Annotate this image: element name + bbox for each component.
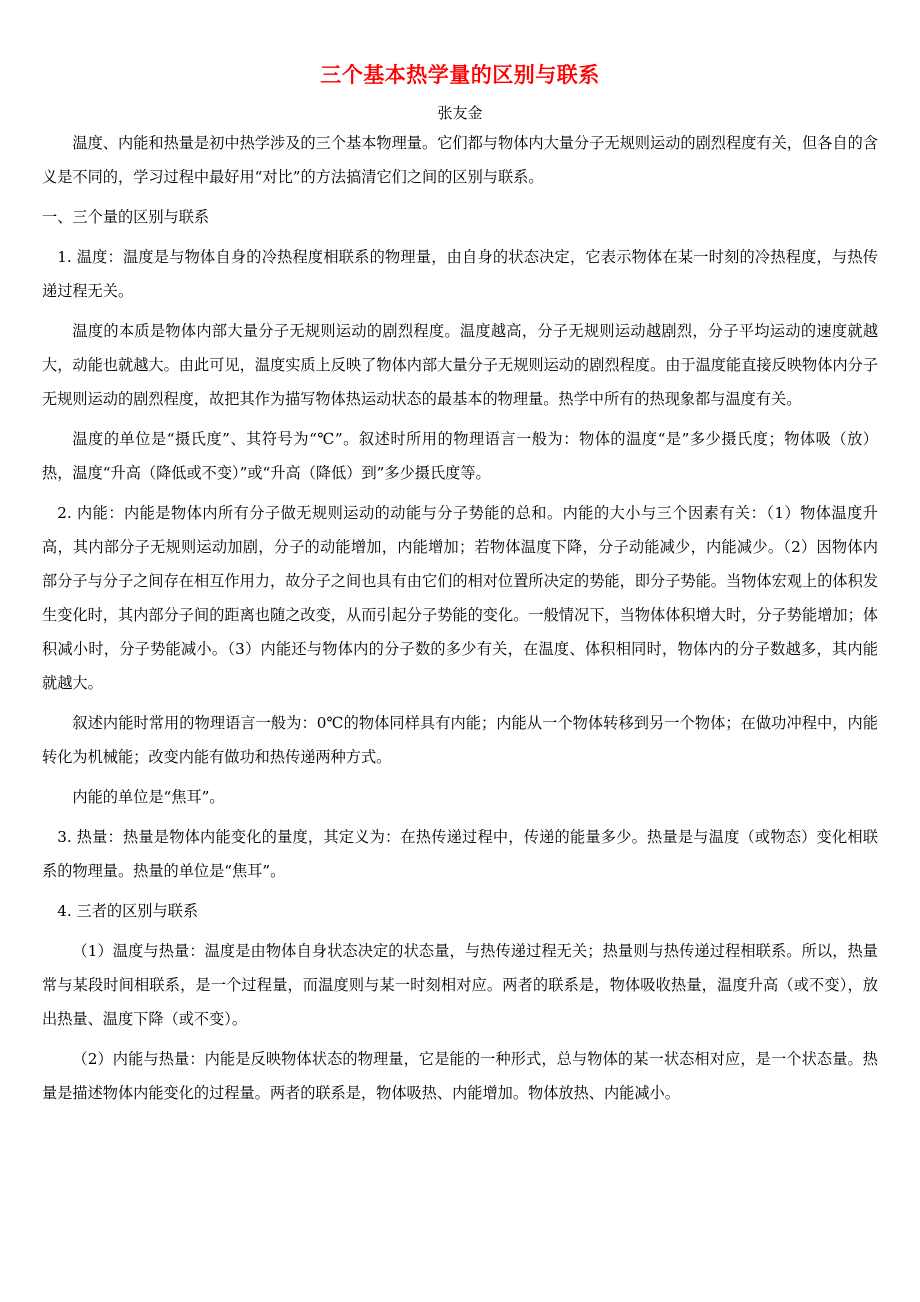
relation-temperature-heat: （1）温度与热量：温度是由物体自身状态决定的状态量，与热传递过程无关；热量则与热传递过程相联系。所以，热量常与某段时间相联系，是一个过程量，而温度则与某一时刻相对应。两者的联系是，物体吸收热量，温度升高（或不变），放出热量、温度下降（或不变）。 [42, 942, 878, 1028]
internal-energy-unit-paragraph: 内能的单位是“焦耳”。 [72, 788, 225, 806]
item-heat: 3. 热量：热量是物体内能变化的量度，其定义为：在热传递过程中，传递的能量多少。热量是与温度（或物态）变化相联系的物理量。热量的单位是“焦耳”。 [42, 828, 878, 880]
item-temperature: 1. 温度：温度是与物体自身的冷热程度相联系的物理量，由自身的状态决定，它表示物体在某一时刻的冷热程度，与热传递过程无关。 [42, 248, 878, 300]
section-heading-1: 一、三个量的区别与联系 [42, 208, 210, 226]
temperature-unit-paragraph: 温度的单位是“摄氏度”、其符号为“℃”。叙述时所用的物理语言一般为：物体的温度“是”多少摄氏度；物体吸（放）热，温度“升高（降低或不变）”或“升高（降低）到”多少摄氏度等。 [42, 430, 878, 482]
document-body [42, 126, 878, 1116]
temperature-nature-paragraph: 温度的本质是物体内部大量分子无规则运动的剧烈程度。温度越高，分子无规则运动越剧烈，分子平均运动的速度就越大，动能也就越大。由此可见，温度实质上反映了物体内部大量分子无规则运动的剧烈程度。由于温度能直接反映物体内分子无规则运动的剧烈程度，故把其作为描写物体热运动状态的最基本的物理量。热学中所有的热现象都与温度有关。 [42, 322, 878, 408]
item-relations-heading: 4. 三者的区别与联系 [57, 902, 199, 920]
document-author: 张友金 [437, 104, 483, 122]
internal-energy-language-paragraph: 叙述内能时常用的物理语言一般为：0℃的物体同样具有内能；内能从一个物体转移到另一个物体；在做功冲程中，内能转化为机械能；改变内能有做功和热传递两种方式。 [42, 714, 878, 766]
relation-energy-heat: （2）内能与热量：内能是反映物体状态的物理量，它是能的一种形式，总与物体的某一状态相对应，是一个状态量。热量是描述物体内能变化的过程量。两者的联系是，物体吸热、内能增加。物体放热、内能减小。 [42, 1050, 878, 1102]
item-internal-energy: 2. 内能：内能是物体内所有分子做无规则运动的动能与分子势能的总和。内能的大小与三个因素有关：（1）物体温度升高，其内部分子无规则运动加剧，分子的动能增加，内能增加；若物体温度下降，分子动能减少，内能减少。（2）因物体内部分子与分子之间存在相互作用力，故分子之间也具有由它们的相对位置所决定的势能，即分子势能。当物体宏观上的体积发生变化时，其内部分子间的距离也随之改变，从而引起分子势能的变化。一般情况下，当物体体积增大时，分子势能增加；体积减小时，分子势能减小。（3）内能还与物体内的分子数的多少有关，在温度、体积相同时，物体内的分子数越多，其内能就越大。 [42, 504, 878, 692]
intro-paragraph: 温度、内能和热量是初中热学涉及的三个基本物理量。它们都与物体内大量分子无规则运动的剧烈程度有关，但各自的含义是不同的，学习过程中最好用“对比”的方法搞清它们之间的区别与联系。 [42, 134, 878, 186]
document-title: 三个基本热学量的区别与联系 [320, 62, 600, 87]
